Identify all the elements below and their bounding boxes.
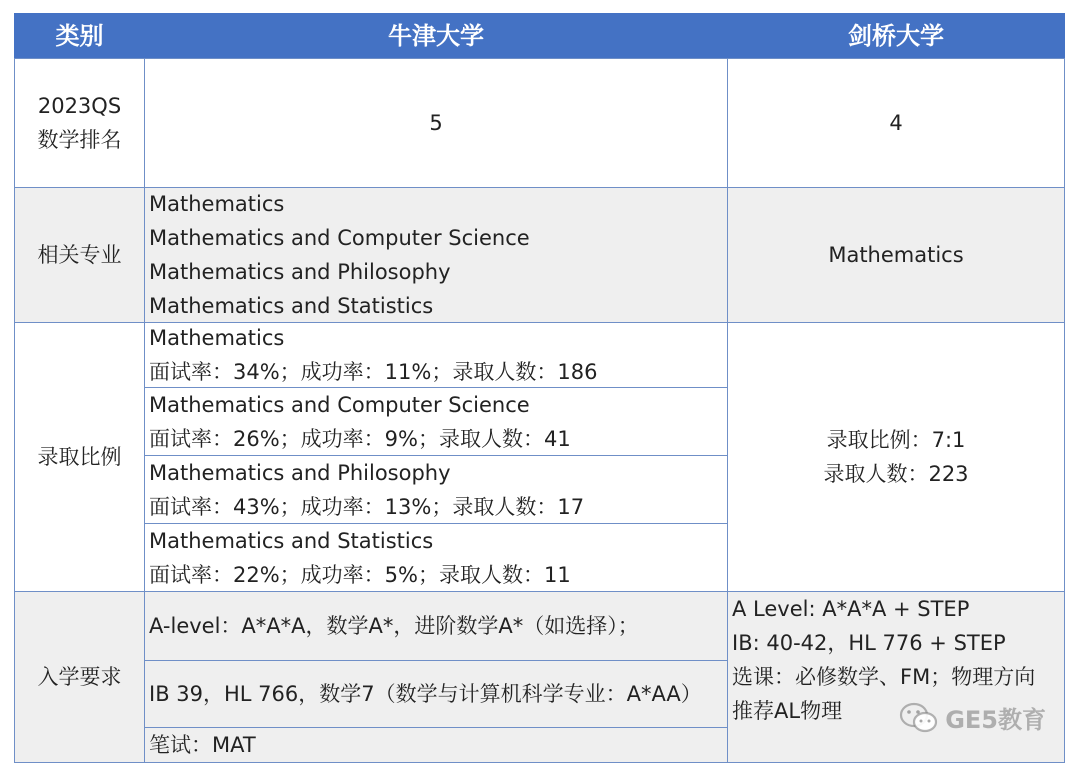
requirement-item: IB: 40-42，HL 776 + STEP <box>732 631 1006 655</box>
admission-oxford-4 <box>144 523 728 592</box>
majors-cambridge-text: Mathematics <box>828 243 964 267</box>
admission-label-text: 录取比例 <box>37 445 122 469</box>
requirement-item: 推荐AL物理 <box>732 699 843 723</box>
header-category: 类别 <box>14 13 145 59</box>
admission-cambridge-ratio: 录取比例：7:1 <box>826 428 966 452</box>
ranking-cambridge <box>727 58 1065 188</box>
majors-label-text: 相关专业 <box>37 243 122 267</box>
watermark <box>899 700 1046 735</box>
admission-major-stats: 面试率：43%；成功率：13%；录取人数：17 <box>149 494 585 519</box>
admission-oxford-1 <box>144 322 728 388</box>
ranking-label <box>14 58 145 188</box>
admission-major-name: Mathematics and Philosophy <box>149 460 451 485</box>
admission-major-name: Mathematics and Computer Science <box>149 392 530 417</box>
requirements-cambridge <box>727 591 1065 763</box>
requirements-oxford-1 <box>144 591 728 661</box>
admission-label <box>14 322 145 592</box>
admission-cambridge <box>727 322 1065 592</box>
wechat-icon <box>899 701 939 735</box>
requirement-item: A-level：A*A*A，数学A*，进阶数学A*（如选择）； <box>149 614 639 638</box>
ranking-label-line-1: 2023QS <box>37 94 122 118</box>
requirement-item: 笔试：MAT <box>149 733 256 757</box>
admission-major-stats: 面试率：34%；成功率：11%；录取人数：186 <box>149 360 598 384</box>
majors-cambridge <box>727 187 1065 323</box>
admission-major-name: Mathematics <box>149 326 285 350</box>
header-oxford: 牛津大学 <box>144 13 728 59</box>
admission-major-stats: 面试率：26%；成功率：9%；录取人数：41 <box>149 426 571 451</box>
requirements-oxford-3 <box>144 727 728 763</box>
comparison-table <box>14 13 1065 763</box>
header-cambridge: 剑桥大学 <box>727 13 1065 59</box>
watermark-text: GE5教育 <box>945 706 1046 734</box>
majors-label <box>14 187 145 323</box>
requirement-item: A Level: A*A*A + STEP <box>732 597 970 621</box>
major-item: Mathematics and Computer Science <box>149 226 530 250</box>
admission-major-stats: 面试率：22%；成功率：5%；录取人数：11 <box>149 562 571 587</box>
requirements-label-text: 入学要求 <box>37 665 122 689</box>
major-item: Mathematics <box>149 192 285 216</box>
major-item: Mathematics and Statistics <box>149 294 434 318</box>
requirement-item: 选课：必修数学、FM；物理方向 <box>732 665 1036 689</box>
major-item: Mathematics and Philosophy <box>149 260 451 284</box>
requirements-label <box>14 591 145 763</box>
admission-major-name: Mathematics and Statistics <box>149 528 434 553</box>
ranking-label-line-2: 数学排名 <box>37 128 122 152</box>
majors-oxford <box>144 187 728 323</box>
admission-cambridge-count: 录取人数：223 <box>823 462 969 486</box>
ranking-oxford <box>144 58 728 188</box>
ranking-cambridge-value: 4 <box>889 111 903 135</box>
requirements-oxford-2 <box>144 660 728 728</box>
admission-oxford-3 <box>144 455 728 524</box>
admission-oxford-2 <box>144 387 728 456</box>
requirement-item: IB 39，HL 766，数学7（数学与计算机科学专业：A*AA） <box>149 682 702 706</box>
ranking-oxford-value: 5 <box>429 111 443 135</box>
